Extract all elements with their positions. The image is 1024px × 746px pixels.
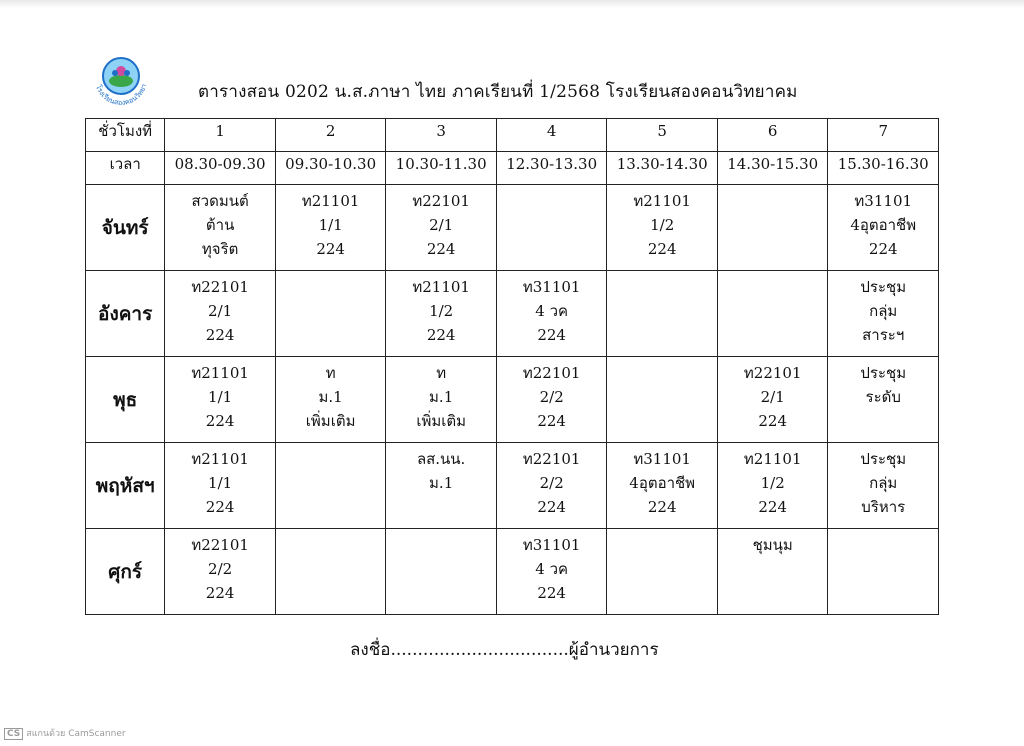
schedule-cell [496, 529, 607, 615]
cell-line: บริหาร [861, 498, 906, 516]
page-top-edge [0, 0, 1024, 8]
cell-line: 4อุตอาชีพ [629, 474, 696, 492]
cell-line: ม.1 [429, 388, 454, 406]
cell-line: ท31101 [633, 450, 691, 468]
schedule-cell [828, 443, 939, 529]
schedule-cell [496, 185, 607, 271]
schedule-cell [386, 271, 497, 357]
time-slot: 09.30-10.30 [275, 152, 386, 185]
day-name: อังคาร [86, 271, 165, 357]
schedule-cell [165, 529, 276, 615]
page-title: ตารางสอน 0202 น.ส.ภาษา ไทย ภาคเรียนที่ 1/2568 โรงเรียนสองคอนวิทยาคม [198, 82, 798, 102]
day-name: จันทร์ [86, 185, 165, 271]
cell-line: 224 [316, 240, 345, 258]
cell-line: กลุ่ม [869, 302, 898, 320]
cell-line: ท [325, 364, 336, 382]
time-slot: 10.30-11.30 [386, 152, 497, 185]
schedule-cell [607, 357, 718, 443]
cell-line: 224 [205, 412, 235, 430]
schedule-cell [496, 357, 607, 443]
cell-line: 224 [537, 412, 566, 430]
cell-line: 4 วค [535, 560, 569, 578]
cell-line: ท22101 [522, 450, 581, 468]
cell-line: ชุมนุม [752, 536, 793, 554]
time-slot: 08.30-09.30 [165, 152, 276, 185]
cell-line: ท31101 [854, 192, 913, 210]
schedule-cell [607, 271, 718, 357]
cell-line: เพิ่มเติม [416, 412, 466, 430]
schedule-cell [386, 443, 497, 529]
camscanner-icon: CS [4, 728, 23, 740]
cell-line: ระดับ [865, 388, 901, 406]
schedule-cell [828, 529, 939, 615]
cell-line: ท22101 [191, 536, 249, 554]
day-row [86, 357, 939, 443]
schedule-cell [717, 185, 828, 271]
cell-line: ท31101 [522, 536, 581, 554]
day-row [86, 443, 939, 529]
schedule-cell [165, 443, 276, 529]
day-row [86, 271, 939, 357]
day-row [86, 185, 939, 271]
period-number: 2 [275, 119, 386, 152]
schedule-cell [717, 443, 828, 529]
cell-line: สาระฯ [862, 326, 905, 344]
period-number: 7 [828, 119, 939, 152]
schedule-cell [275, 529, 386, 615]
schedule-cell [717, 357, 828, 443]
logo-text: โรงเรียนสองคอนวิทยา [94, 82, 149, 107]
cell-line: ท21101 [633, 192, 691, 210]
cell-line: 224 [537, 584, 566, 602]
schedule-cell [607, 185, 718, 271]
cell-line: ท22101 [412, 192, 470, 210]
schedule-cell [386, 529, 497, 615]
cell-line: 1/2 [760, 474, 785, 492]
cell-line: กลุ่ม [869, 474, 898, 492]
time-slot: 12.30-13.30 [496, 152, 607, 185]
schedule-cell [386, 185, 497, 271]
schedule-cell [165, 357, 276, 443]
cell-line: 224 [758, 498, 788, 516]
cell-line: ท22101 [522, 364, 581, 382]
time-slot: 15.30-16.30 [828, 152, 939, 185]
schedule-cell [717, 271, 828, 357]
cell-line: ท21101 [301, 192, 360, 210]
period-header-row [86, 119, 939, 152]
time-slot: 13.30-14.30 [607, 152, 718, 185]
cell-line: 224 [426, 240, 456, 258]
cell-line: 4 วค [535, 302, 569, 320]
cell-line: สวดมนต์ [191, 192, 249, 210]
schedule-cell [275, 357, 386, 443]
cell-line: 2/1 [208, 302, 233, 320]
cell-line: ประชุม [860, 364, 907, 382]
period-number: 4 [496, 119, 607, 152]
day-name: พุธ [86, 357, 165, 443]
cell-line: ทุจริต [201, 240, 239, 258]
director-signature-line: ลงชื่อ.................................ผู้อำนวยการ [350, 640, 659, 660]
period-number: 5 [607, 119, 718, 152]
cell-line: 2/2 [539, 388, 564, 406]
cell-line: 1/1 [318, 216, 343, 234]
day-row [86, 529, 939, 615]
school-logo [88, 52, 152, 114]
schedule-cell [828, 185, 939, 271]
scanner-text: สแกนด้วย CamScanner [26, 729, 126, 739]
cell-line: ท22101 [743, 364, 802, 382]
cell-line: ม.1 [318, 388, 343, 406]
cell-line: 2/1 [760, 388, 785, 406]
cell-line: 1/2 [429, 302, 454, 320]
schedule-cell [607, 529, 718, 615]
cell-line: ลส.นน. [416, 450, 466, 468]
schedule-cell [165, 271, 276, 357]
timetable [85, 118, 939, 615]
cell-line: 2/2 [539, 474, 564, 492]
cell-line: ท21101 [412, 278, 470, 296]
schedule-cell [165, 185, 276, 271]
cell-line: 224 [205, 584, 235, 602]
cell-line: 224 [205, 326, 235, 344]
schedule-cell [275, 271, 386, 357]
cell-line: ท22101 [191, 278, 249, 296]
cell-line: ท21101 [191, 450, 249, 468]
cell-line: ท [436, 364, 447, 382]
cell-line: ท21101 [191, 364, 249, 382]
period-number: 6 [717, 119, 828, 152]
schedule-cell [275, 185, 386, 271]
day-name: พฤหัสฯ [86, 443, 165, 529]
period-number: 1 [165, 119, 276, 152]
cell-line: 1/1 [208, 388, 233, 406]
cell-line: 224 [537, 498, 566, 516]
document-header [88, 52, 948, 114]
time-slot: 14.30-15.30 [717, 152, 828, 185]
schedule-cell [496, 443, 607, 529]
cell-line: ประชุม [860, 450, 907, 468]
cell-line: 224 [868, 240, 898, 258]
cell-line: 2/1 [429, 216, 454, 234]
cell-line: 224 [426, 326, 456, 344]
period-header-label: ชั่วโมงที่ [86, 119, 165, 152]
time-header-label: เวลา [86, 152, 165, 185]
schedule-cell [607, 443, 718, 529]
cell-line: ต้าน [205, 216, 235, 234]
schedule-cell [275, 443, 386, 529]
cell-line: ท21101 [743, 450, 802, 468]
cell-line: ท31101 [522, 278, 581, 296]
cell-line: 224 [647, 240, 677, 258]
cell-line: 224 [758, 412, 788, 430]
schedule-cell [386, 357, 497, 443]
cell-line: 1/2 [650, 216, 675, 234]
cell-line: 2/2 [208, 560, 233, 578]
cell-line: เพิ่มเติม [305, 412, 356, 430]
schedule-cell [828, 357, 939, 443]
cell-line: ประชุม [860, 278, 907, 296]
schedule-cell [828, 271, 939, 357]
period-number: 3 [386, 119, 497, 152]
cell-line: 4อุตอาชีพ [850, 216, 917, 234]
schedule-cell [717, 529, 828, 615]
schedule-cell [496, 271, 607, 357]
cell-line: 224 [537, 326, 566, 344]
day-name: ศุกร์ [86, 529, 165, 615]
cell-line: ม.1 [429, 474, 454, 492]
scanner-watermark [4, 726, 126, 740]
time-row [86, 152, 939, 185]
cell-line: 224 [647, 498, 677, 516]
cell-line: 224 [205, 498, 235, 516]
cell-line: 1/1 [208, 474, 233, 492]
